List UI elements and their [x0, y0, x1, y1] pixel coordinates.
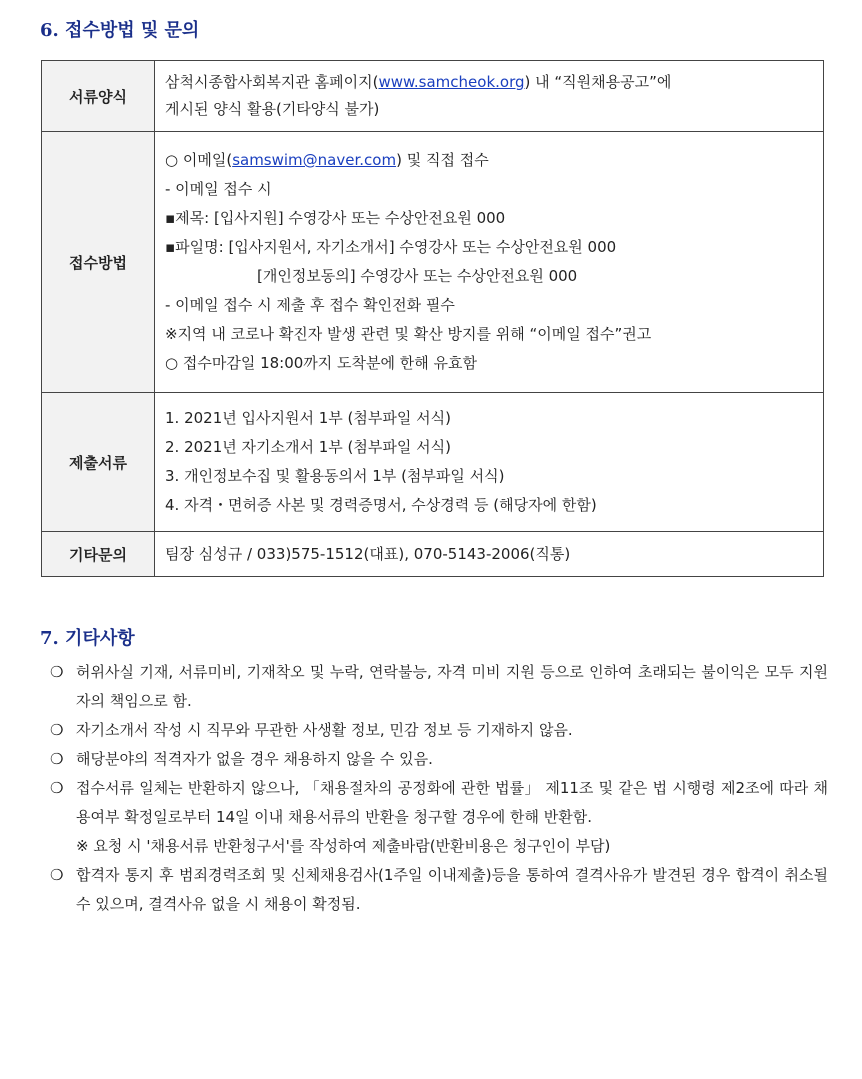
application-info-table	[41, 60, 824, 577]
row-body-form	[155, 61, 824, 132]
row-header-method: 접수방법	[42, 132, 155, 393]
note-text: 합격자 통지 후 범죄경력조회 및 신체채용검사(1주일 이내제출)등을 통하여 결격사유가 발견된 경우 합격이 취소될 수 있으며, 결격사유 없을 시 채용이 확정됨.	[76, 866, 828, 913]
doc-item: 1. 2021년 입사지원서 1부 (첨부파일 서식)	[165, 409, 451, 427]
table-row-form	[42, 61, 824, 132]
method-line-3: ▪제목: [입사지원] 수영강사 또는 수상안전요원 000	[165, 209, 506, 227]
other-notes-list	[48, 658, 828, 919]
return-request-note: ※ 요청 시 '채용서류 반환청구서'를 작성하여 제출바람(반환비용은 청구인이 부담)	[76, 837, 611, 855]
method-line-5: [개인정보동의] 수영강사 또는 수상안전요원 000	[257, 267, 578, 285]
form-line-2: 게시된 양식 활용(기타양식 불가)	[165, 100, 380, 118]
circle-bullet-icon: ❍	[50, 663, 64, 681]
form-line-1	[165, 69, 813, 96]
method-line-1-pre: ○ 이메일(	[165, 151, 233, 169]
note-item	[48, 861, 828, 919]
table-row-contact	[42, 532, 824, 577]
method-line-6: - 이메일 접수 시 제출 후 접수 확인전화 필수	[165, 296, 455, 314]
note-text: 허위사실 기재, 서류미비, 기재착오 및 누락, 연락불능, 자격 미비 지원 등으로 인하여 초래되는 불이익은 모두 지원자의 책임으로 함.	[76, 663, 828, 710]
note-item	[48, 716, 828, 745]
circle-bullet-icon: ❍	[50, 750, 64, 768]
contact-text: 팀장 심성규 / 033)575-1512(대표), 070-5143-2006(직통)	[165, 544, 571, 563]
row-body-method	[155, 132, 824, 393]
circle-bullet-icon: ❍	[50, 866, 64, 884]
method-line-1-post: ) 및 직접 접수	[396, 151, 489, 169]
note-text: 접수서류 일체는 반환하지 않으나, 「채용절차의 공정화에 관한 법률」 제11조 및 같은 법 시행령 제2조에 따라 채용여부 확정일로부터 14일 이내 채용서류의 반환을 청구할 경우에 한해 반환함.	[76, 779, 828, 826]
section-6-title: 6. 접수방법 및 문의	[40, 20, 200, 41]
row-body-contact	[155, 532, 824, 577]
note-item	[48, 774, 828, 832]
row-header-form: 서류양식	[42, 61, 155, 132]
doc-item: 2. 2021년 자기소개서 1부 (첨부파일 서식)	[165, 438, 451, 456]
section-7-title: 7. 기타사항	[40, 628, 135, 649]
method-line-4: ▪파일명: [입사지원서, 자기소개서] 수영강사 또는 수상안전요원 000	[165, 238, 617, 256]
table-row-method	[42, 132, 824, 393]
note-item	[48, 745, 828, 774]
row-body-docs	[155, 393, 824, 532]
doc-item: 4. 자격・면허증 사본 및 경력증명서, 수상경력 등 (해당자에 한함)	[165, 496, 597, 514]
row-header-contact: 기타문의	[42, 532, 155, 577]
method-line-8: ○ 접수마감일 18:00까지 도착분에 한해 유효함	[165, 354, 477, 372]
method-line-7: ※지역 내 코로나 확진자 발생 관련 및 확산 방지를 위해 “이메일 접수”권고	[165, 325, 652, 343]
method-line-1	[165, 146, 813, 175]
note-text: 자기소개서 작성 시 직무와 무관한 사생활 정보, 민감 정보 등 기재하지 않음.	[76, 721, 573, 739]
row-header-docs: 제출서류	[42, 393, 155, 532]
circle-bullet-icon: ❍	[50, 721, 64, 739]
form-line-1-pre: 삼척시종합사회복지관 홈페이지(	[165, 73, 379, 91]
circle-bullet-icon: ❍	[50, 779, 64, 797]
note-text: 해당분야의 적격자가 없을 경우 채용하지 않을 수 있음.	[76, 750, 433, 768]
method-line-2: - 이메일 접수 시	[165, 180, 272, 198]
table-row-docs	[42, 393, 824, 532]
homepage-link[interactable]: www.samcheok.org	[378, 73, 525, 91]
form-line-1-post: ) 내 “직원채용공고”에	[524, 73, 672, 91]
email-link[interactable]: samswim@naver.com	[232, 151, 397, 169]
doc-item: 3. 개인정보수집 및 활용동의서 1부 (첨부파일 서식)	[165, 467, 505, 485]
note-item	[48, 658, 828, 716]
